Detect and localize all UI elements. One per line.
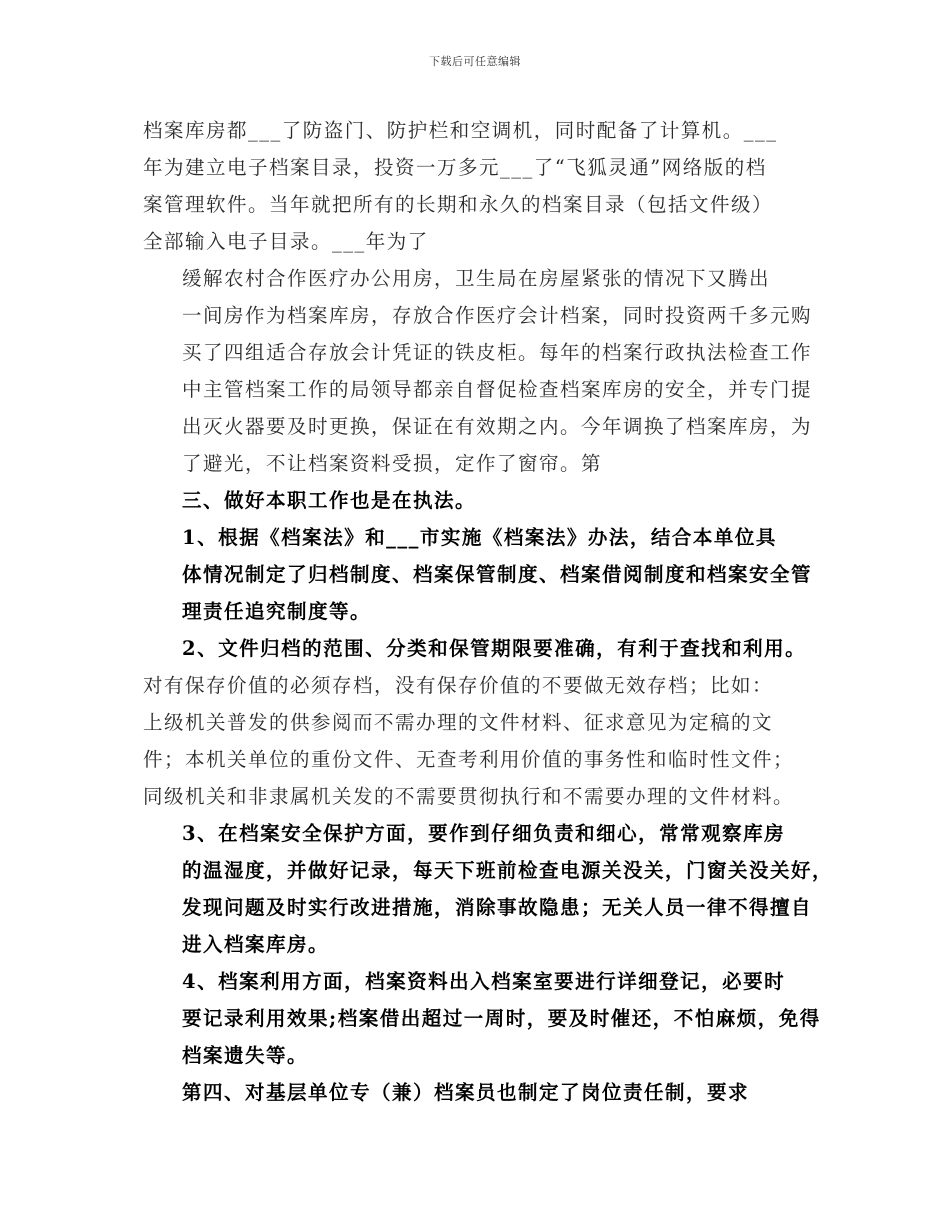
- page-header: 下载后可任意编辑: [429, 55, 521, 68]
- text-line: 发现问题及时实行改进措施，消除事故隐患；无关人员一律不得擅自: [182, 896, 813, 919]
- paragraph: [143, 963, 833, 1074]
- text-line: 理责任追究制度等。: [182, 600, 372, 623]
- text-line: 三、做好本职工作也是在执法。: [182, 489, 477, 512]
- text-line: 缓解农村合作医疗办公用房，卫生局在房屋紧张的情况下又腾出: [182, 267, 771, 290]
- text-line: 体情况制定了归档制度、档案保管制度、档案借阅制度和档案安全管: [182, 563, 813, 586]
- text-line: 的温湿度，并做好记录，每天下班前检查电源关没关，门窗关没关好，: [182, 859, 834, 882]
- text-line: 件；本机关单位的重份文件、无查考利用价值的事务性和临时性文件；: [143, 748, 795, 771]
- text-line: 档案库房都___了防盗门、防护栏和空调机，同时配备了计算机。___: [143, 119, 778, 142]
- text-line: 中主管档案工作的局领导都亲自督促检查档案库房的安全，并专门提: [182, 378, 813, 401]
- text-line: 第四、对基层单位专（兼）档案员也制定了岗位责任制，要求: [182, 1081, 750, 1104]
- text-line: 档案遗失等。: [182, 1044, 309, 1067]
- paragraph: [143, 482, 833, 519]
- text-line: 年为建立电子档案目录，投资一万多元___了“飞狐灵通”网络版的档: [143, 156, 767, 179]
- text-line: 上级机关普发的供参阅而不需办理的文件材料、征求意见为定稿的文: [143, 711, 774, 734]
- text-line: 进入档案库房。: [182, 933, 330, 956]
- text-line: 了避光，不让档案资料受损，定作了窗帘。第: [182, 452, 603, 475]
- text-line: 1、根据《档案法》和___市实施《档案法》办法，结合本单位具: [182, 526, 777, 549]
- text-line: 一间房作为档案库房，存放合作医疗会计档案，同时投资两千多元购: [182, 304, 813, 327]
- text-line: 全部输入电子目录。___年为了: [143, 230, 429, 253]
- paragraph: [143, 630, 833, 667]
- text-line: 要记录利用效果;档案借出超过一周时，要及时催还，不怕麻烦，免得: [182, 1007, 821, 1030]
- text-line: 3、在档案安全保护方面，要作到仔细负责和细心，常常观察库房: [182, 822, 786, 845]
- text-line: 出灭火器要及时更换，保证在有效期之内。今年调换了档案库房，为: [182, 415, 813, 438]
- text-line: 4、档案利用方面，档案资料出入档案室要进行详细登记，必要时: [182, 970, 786, 993]
- text-line: 对有保存价值的必须存档，没有保存价值的不要做无效存档；比如：: [143, 674, 774, 697]
- text-line: 同级机关和非隶属机关发的不需要贯彻执行和不需要办理的文件材料。: [143, 785, 795, 808]
- text-line: 2、文件归档的范围、分类和保管期限要准确，有利于查找和利用。: [182, 637, 807, 660]
- text-line: 案管理软件。当年就把所有的长期和永久的档案目录（包括文件级）: [143, 193, 774, 216]
- paragraph: [143, 815, 833, 963]
- paragraph: [143, 112, 833, 260]
- paragraph: [143, 1074, 833, 1111]
- paragraph: [143, 667, 833, 815]
- document-body: [143, 112, 833, 1111]
- text-line: 买了四组适合存放会计凭证的铁皮柜。每年的档案行政执法检查工作: [182, 341, 813, 364]
- paragraph: [143, 260, 833, 482]
- paragraph: [143, 519, 833, 630]
